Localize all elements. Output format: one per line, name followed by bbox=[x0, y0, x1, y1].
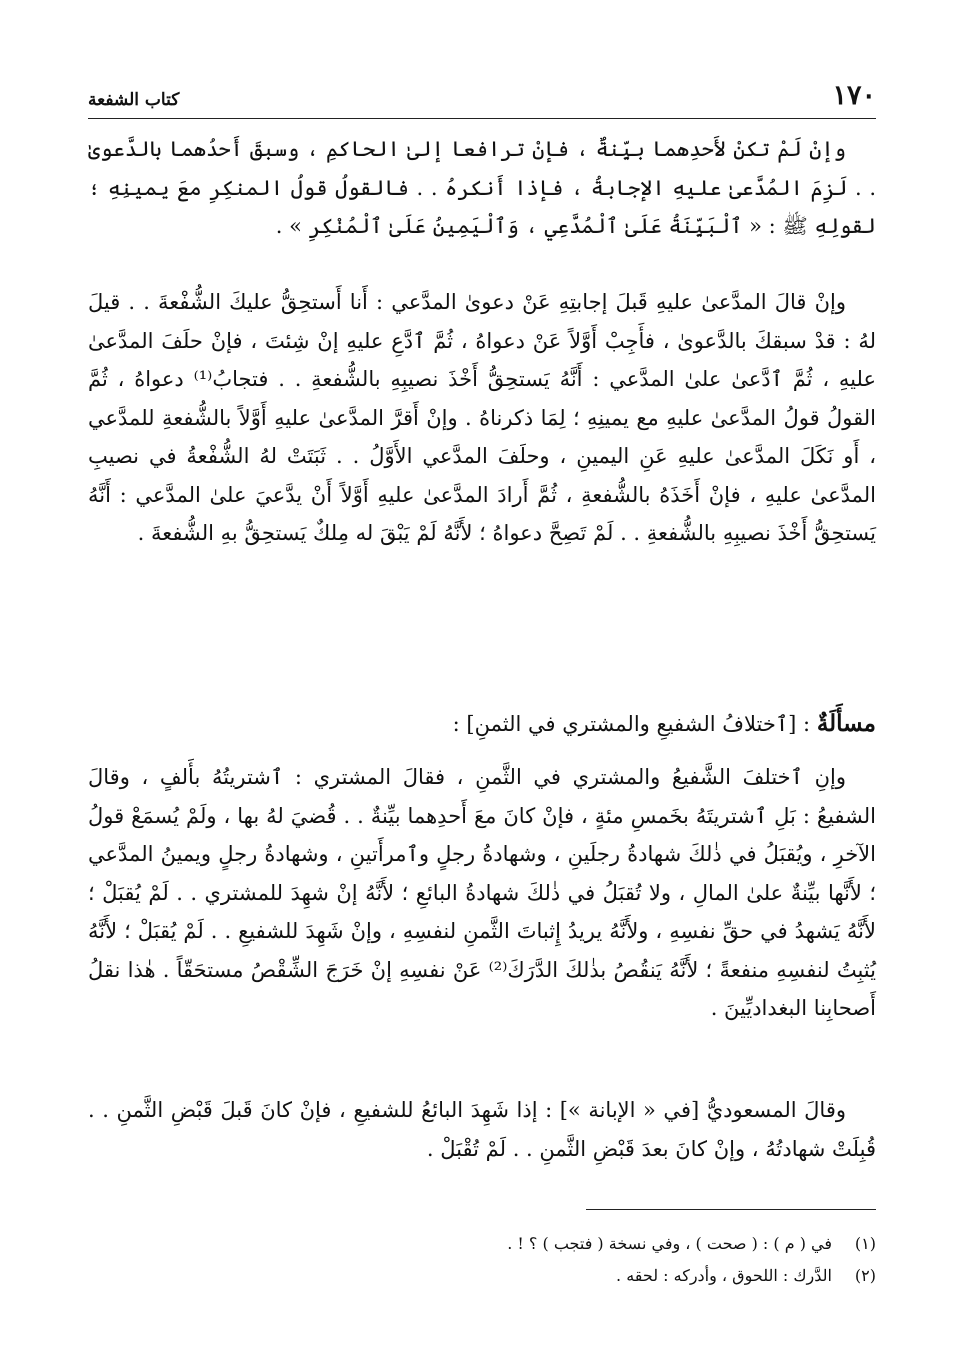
paragraph-price-dispute: وإنِ ٱختلفَ الشَّفيعُ والمشتري في الثَّمنِ ، فقالَ المشتري : ٱشتريتُهُ بأَلفٍ ، وقالَ الشفيعُ : بَلِ ٱشتريتَهُ بخَمسِ مئةٍ ، فإنْ كانَ معَ أَحدِهما بيِّنةٌ . . قُضيَ لهُ بها ، ولَمْ يُسمَعْ قولُ الآخرِ ، ويُقبَلُ في ذٰلكَ شهادةُ رجلَينِ ، وشهادةُ رجلٍ وٱمرأَتينِ ، وشهادةُ رجلٍ ويمينُ المدَّعي ؛ لأَنَّها بيِّنةٌ علىٰ المالِ ، ولا تُقبَلُ في ذٰلكَ شهادةُ البائعِ ؛ لأَنَّهُ إنْ شهِدَ للمشتري . . لَمْ يُقبَلْ ؛ لأَنَّهُ يَشهدُ في حقِّ نفسِهِ ، ولأَنَّهُ يريدُ إِثباتَ الثَّمنِ لنفسِهِ ، وإنْ شَهِدَ للشفيعِ . . لَمْ يُقبَلْ ؛ لأَنَّهُ يُثبِتُ لنفسِهِ منفعةً ؛ لأَنَّهُ يَنقُصُ بذٰلكَ الدَّرَكَ⁽²⁾ عَنْ نفسِهِ إنْ خَرَجَ الشِّقْصُ مستحَقّاً . هٰذا نقلُ أَصحابِنا البغداديِّينَ . bbox=[88, 765, 876, 1020]
paragraph-masudi-opinion: وقالَ المسعوديُّ [في « الإبانة »] : إذا شَهِدَ البائعُ للشفيعِ ، فإنْ كانَ قَبلَ قَبْضِ الثَّمنِ . . قُبِلَتْ شهادتُهُ ، وإنْ كانَ بعدَ قَبْضِ الثَّمنِ . . لَمْ تُقْبَلْ . bbox=[88, 1098, 876, 1161]
footnote-text: في ( م ) : ( صحت ) ، وفي نسخة ( فتجب ) ؟ ! . bbox=[507, 1234, 832, 1253]
section-separator: : bbox=[796, 712, 817, 736]
footnote-marker: (١) bbox=[854, 1234, 876, 1253]
footnote-marker: (٢) bbox=[854, 1266, 876, 1285]
paragraph-counter-claim: وإنْ قالَ المدَّعىٰ عليهِ قَبلَ إجابتِهِ عَنْ دعوىٰ المدَّعي : أَنا أَستحِقُّ عليكَ الشُّفْعةَ . . قيلَ لهُ : قدْ سبقكَ بالدَّعوىٰ ، فأَجِبْ أَوَّلاً عَنْ دعواهُ ، ثُمَّ ٱدَّعِ عليهِ إنْ شِئتَ ، فإنْ حلَفَ المدَّعىٰ عليهِ ، ثُمَّ ٱدَّعىٰ علىٰ المدَّعي : أَنَّهُ يَستحِقُّ أَخْذَ نصيبِهِ بالشُّفعةِ . . فتجابُ⁽¹⁾ دعواهُ ، ثُمَّ القولُ قولُ المدَّعىٰ عليهِ مع يمينِهِ ؛ لِمَا ذكرناهُ . وإنْ أَقرَّ المدَّعىٰ عليهِ أَوَّلاً بالشُّفعةِ للمدَّعي ، أَو نَكَلَ المدَّعىٰ عليهِ عَنِ اليمينِ ، وحلَفَ المدَّعي الأَوَّلُ . . ثَبَتَتْ لهُ الشُّفْعةُ في نصيبِ المدَّعىٰ عليهِ ، فإنْ أَخَذَهُ بالشُّفعةِ ، ثُمَّ أَرادَ المدَّعىٰ عليهِ أَوَّلاً أَنْ يدَّعيَ علىٰ المدَّعي : أَنَّهُ يَستحِقُّ أَخْذَ نصيبِهِ بالشُّفعةِ . . لَمْ تَصِحَّ دعواهُ ؛ لأَنَّهُ لَمْ يَبْقَ له مِلكٌ يَستحِقُّ بهِ الشُّفعةَ . bbox=[88, 290, 876, 545]
footnote-item bbox=[88, 1228, 876, 1260]
running-title: كتاب الشفعة bbox=[88, 90, 180, 110]
page-number: ١٧٠ bbox=[832, 80, 876, 111]
section-title: [ٱختلافُ الشفيعِ والمشتري في الثمنِ] : bbox=[452, 712, 797, 736]
footnote-divider bbox=[586, 1209, 876, 1210]
footnotes bbox=[88, 1228, 876, 1292]
section-label: مسأَلَةٌ bbox=[816, 710, 876, 737]
section-heading bbox=[88, 705, 876, 743]
paragraph-claim-order: وإنْ لَمْ تكنْ لأَحدِهما بيِّنةٌ ، فإنْ ترافعا إلىٰ الحاكمِ ، وسبقَ أَحدُهما بالدَّعوىٰ . . لَزِمَ المُدَّعىٰ عليهِ الإجابةُ ، فإذا أَنكرهُ . . فالقولُ قولُ المنكِرِ معَ يمينِهِ ؛ لقولِهِ ﷺ : « ٱلْبَيِّنَةُ عَلَىٰ ٱلْمُدَّعِي ، وَٱلْيَمِينُ عَلَىٰ ٱلْمُنْكِرِ » . bbox=[88, 137, 876, 238]
footnote-item bbox=[88, 1260, 876, 1292]
page-header bbox=[88, 78, 876, 119]
book-page bbox=[88, 78, 876, 1328]
footnote-text: الدَّرك : اللحوق ، وأدركه : لحقه . bbox=[616, 1266, 832, 1285]
